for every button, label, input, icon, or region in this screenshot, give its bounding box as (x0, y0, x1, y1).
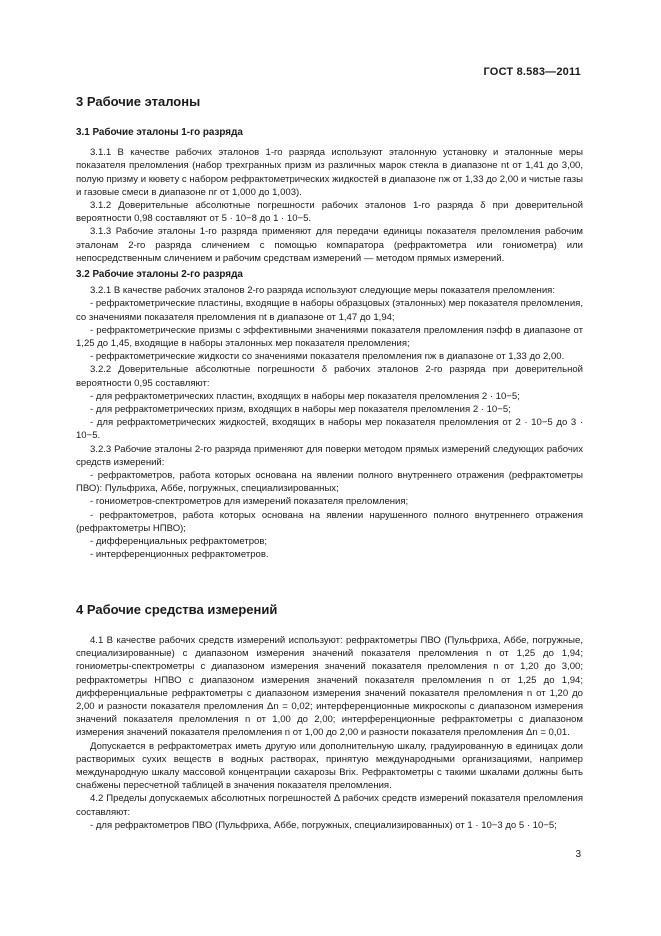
subsection-3-1-title: 3.1 Рабочие эталоны 1-го разряда (76, 127, 243, 138)
list-item: - для рефрактометрических призм, входящих в наборы мер показателя преломления 2 · 10−5; (90, 404, 511, 416)
document-code-header: ГОСТ 8.583—2011 (483, 66, 581, 78)
paragraph-4-1: 4.1 В качестве рабочих средств измерений используют: рефрактометры ПВО (Пульфриха, Аббе, погружные, специализированные) с диапазоном измерения значений показателя преломления n от 1,25 до 1,94; гониометры-спектрометры с диапазоном измерения значений показателя преломления n от 1,20 до 3,00; рефрактометры НПВО с диапазоном измерения значений показателя преломления n от 1,25 до 1,94; дифференциальные рефрактометры с диапазоном измерения значений показателя преломления n от 1,20 до 2,00 и разности показателя преломления Δn = 0,02; интерференционные микроскопы с диапазоном измерения значений показателя преломления n от 1,00 до 2,00; интерференционные рефрактометры с диапазоном измерения значений показателя преломления n от 1,00 до 2,00 и разности показателя преломления Δn = 0,01. (76, 635, 583, 739)
paragraph-3-2-1: 3.2.1 В качестве рабочих эталонов 2-го разряда используют следующие меры показателя преломления: (90, 285, 555, 297)
list-item: - дифференциальных рефрактометров; (90, 536, 268, 548)
section-4 (76, 603, 583, 616)
paragraph-3-1-1: 3.1.1 В качестве рабочих эталонов 1-го разряда используют эталонную установку и эталонные меры показателя преломления (набор трехгранных призм из различных марок стекла в диапазоне nt от 1,41 до 3,00, полую призму и кювету с набором рефрактометрических жидкостей в диапазоне nж от 1,33 до 2,00 и чистые газы и газовые смеси в диапазоне nг от 1,000 до 1,003). (76, 147, 583, 198)
list-item: - рефрактометрические призмы с эффективными значениями показателя преломления nэфф в диапазоне от 1,25 до 1,45, входящие в наборы эталонных мер показателя преломления; (76, 324, 583, 350)
section-3-title: 3 Рабочие эталоны (76, 94, 201, 109)
paragraph-3-1-2: 3.1.2 Доверительные абсолютные погрешности рабочих эталонов 1-го разряда δ при доверительной вероятности 0,98 составляют от 5 · 10−8 до 1 · 10−5. (76, 200, 583, 225)
list-item: - гониометров-спектрометров для измерений показателя преломления; (90, 496, 409, 508)
paragraph-4-2: 4.2 Пределы допускаемых абсолютных погрешностей Δ рабочих средств измерений показателя преломления составляют: (76, 793, 583, 818)
paragraph-3-2-3: 3.2.3 Рабочие эталоны 2-го разряда применяют для поверки методом прямых измерений следующих рабочих средств измерений: (76, 443, 583, 468)
subsection-3-2-title: 3.2 Рабочие эталоны 2-го разряда (76, 269, 243, 281)
list-item: - рефрактометров, работа которых основана на явлении нарушенного полного внутреннего отражения (рефрактометры НПВО); (76, 509, 583, 534)
page-number: 3 (575, 849, 581, 860)
list-item: - рефрактометрические пластины, входящие в наборы образцовых (эталонных) мер показателя преломления, со значениями показателя преломления nt в диапазоне от 1,47 до 1,94; (76, 298, 583, 323)
list-item: - рефрактометрические жидкости со значениями показателя преломления nж в диапазоне от 1,33 до 2,00. (90, 351, 565, 363)
section-3-body (76, 126, 583, 562)
list-item: - для рефрактометрических жидкостей, входящих в наборы мер показателя преломления от 2 · 10−5 до 3 · 10−5. (76, 417, 583, 442)
paragraph-3-2-2: 3.2.2 Доверительные абсолютные погрешности δ рабочих эталонов 2-го разряда при доверительной вероятности 0,95 составляют: (76, 364, 583, 389)
list-item: - для рефрактометров ПВО (Пульфриха, Аббе, погружных, специализированных) от 1 · 10−3 до 5 · 10−5; (90, 819, 557, 831)
section-3 (76, 95, 583, 108)
list-item: - интерференционных рефрактометров. (90, 549, 269, 561)
section-4-title: 4 Рабочие средства измерений (76, 602, 278, 617)
paragraph-3-1-3: 3.1.3 Рабочие эталоны 1-го разряда применяют для передачи единицы показателя преломления рабочим эталонам 2-го разряда сличением с помощью компаратора (рефрактометра или гониометра) или непосредственным сличением и рабочим средствам измерений — методом прямых измерений. (76, 226, 583, 264)
section-4-body (76, 634, 583, 832)
list-item: - рефрактометров, работа которых основана на явлении полного внутреннего отражения (рефрактометры ПВО): Пульфриха, Аббе, погружных, специализированных; (76, 470, 583, 495)
list-item: - для рефрактометрических пластин, входящих в наборы мер показателя преломления 2 · 10−5; (90, 390, 520, 402)
paragraph-4-1-note: Допускается в рефрактометрах иметь другую или дополнительную шкалу, градуированную в единицах доли растворимых сухих веществ в водных растворах, принятую международными организациями, например международную шкалу массовой концентрации сахарозы Brix. Рефрактометры с такими шкалами должны быть снабжены пересчетной таблицей в значения показателя преломления. (76, 740, 583, 792)
